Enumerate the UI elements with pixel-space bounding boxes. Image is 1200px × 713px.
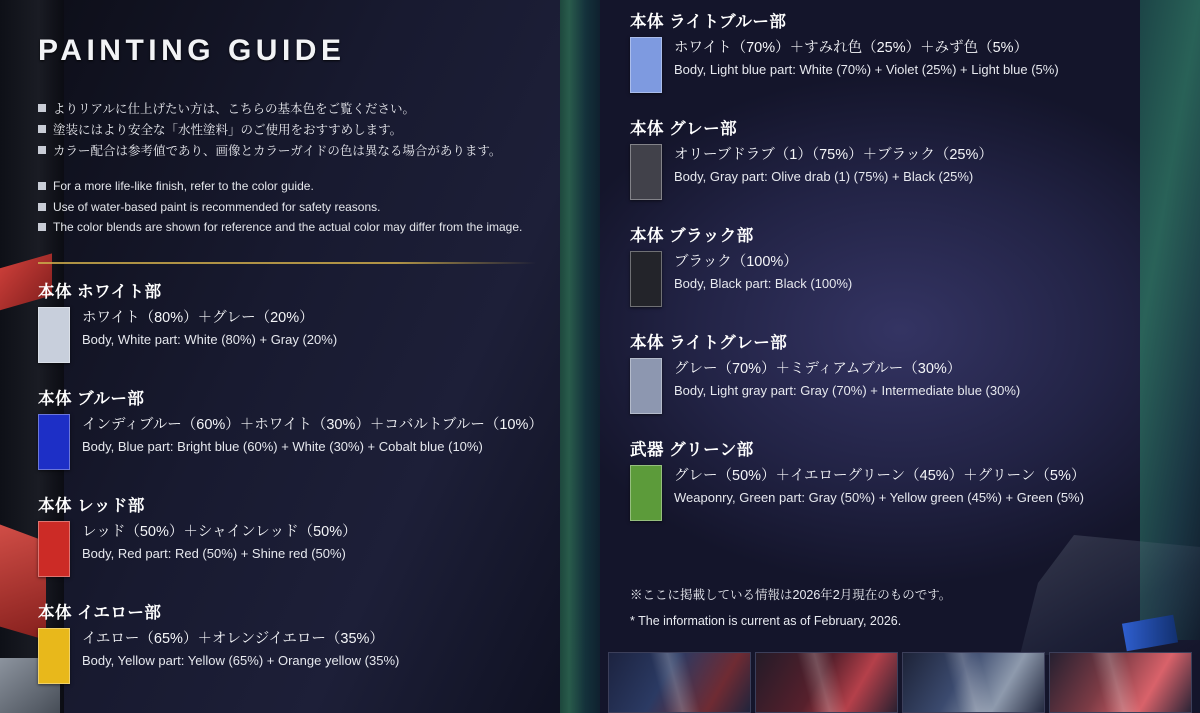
right-column — [600, 0, 1200, 713]
square-bullet-icon — [38, 223, 46, 231]
recipe-english: Body, Gray part: Olive drab (1) (75%) + Black (25%) — [674, 168, 974, 184]
square-bullet-icon — [38, 125, 46, 133]
color-entry-body — [630, 251, 1190, 307]
recipe-english: Body, Red part: Red (50%) + Shine red (50%) — [82, 545, 346, 561]
square-bullet-icon — [38, 182, 46, 190]
left-column — [0, 0, 586, 713]
color-swatch — [38, 628, 70, 684]
color-swatch — [630, 358, 662, 414]
footnote-japanese: ※ここに掲載している情報は2026年2月現在のものです。 — [630, 588, 952, 602]
color-entry-title: 武器 グリーン部 — [630, 441, 754, 459]
note-item — [38, 142, 538, 160]
color-recipe — [82, 521, 357, 563]
notes-block — [38, 100, 538, 240]
note-text: 塗装にはより安全な「水性塗料」のご使用をおすすめします。 — [53, 123, 403, 138]
color-swatch — [38, 414, 70, 470]
color-recipe — [674, 358, 1020, 400]
color-entry — [38, 599, 568, 684]
color-entry-title: 本体 イエロー部 — [38, 604, 162, 622]
note-text: よりリアルに仕上げたい方は、こちらの基本色をご覧ください。 — [53, 102, 416, 116]
color-entry-list-left — [38, 278, 568, 706]
color-swatch — [630, 37, 662, 93]
note-item — [38, 121, 538, 139]
color-recipe — [674, 465, 1085, 507]
recipe-english: Body, Blue part: Bright blue (60%) + White (30%) + Cobalt blue (10%) — [82, 438, 483, 454]
color-entry-title: 本体 レッド部 — [38, 497, 145, 515]
color-entry-body — [630, 465, 1190, 521]
note-text: Use of water-based paint is recommended for safety reasons. — [53, 199, 381, 214]
note-text: カラー配合は参考値であり、画像とカラーガイドの色は異なる場合があります。 — [53, 144, 502, 159]
recipe-japanese: ブラック（100%） — [674, 254, 798, 270]
notes-japanese — [38, 100, 538, 160]
color-entry-title: 本体 ブルー部 — [38, 390, 145, 408]
recipe-japanese: レッド（50%）＋シャインレッド（50%） — [82, 524, 357, 540]
page-title: PAINTING GUIDE — [38, 34, 346, 67]
color-entry — [38, 385, 568, 470]
color-entry-list-right — [630, 8, 1190, 543]
color-swatch — [38, 521, 70, 577]
color-entry — [630, 329, 1190, 414]
color-swatch — [630, 251, 662, 307]
note-item — [38, 178, 538, 195]
recipe-japanese: ホワイト（80%）＋グレー（20%） — [82, 310, 314, 326]
recipe-japanese: オリーブドラブ（1）（75%）＋ブラック（25%） — [674, 147, 993, 163]
footnote-english: * The information is current as of February, 2026. — [630, 614, 902, 628]
note-item — [38, 219, 538, 236]
note-item — [38, 100, 538, 118]
color-entry-title: 本体 ホワイト部 — [38, 283, 162, 301]
square-bullet-icon — [38, 146, 46, 154]
notes-english — [38, 178, 538, 236]
color-entry-body — [38, 628, 568, 684]
recipe-japanese: グレー（50%）＋イエローグリーン（45%）＋グリーン（5%） — [674, 468, 1086, 484]
color-entry — [630, 115, 1190, 200]
color-recipe — [82, 414, 543, 456]
color-recipe — [82, 628, 399, 670]
note-item — [38, 199, 538, 216]
color-entry-body — [38, 307, 568, 363]
color-entry-body — [630, 144, 1190, 200]
color-entry-body — [38, 521, 568, 577]
color-entry — [630, 8, 1190, 93]
recipe-japanese: インディブルー（60%）＋ホワイト（30%）＋コバルトブルー（10%） — [82, 417, 543, 433]
recipe-english: Body, Black part: Black (100%) — [674, 275, 853, 291]
note-text: For a more life-like finish, refer to the color guide. — [53, 179, 314, 194]
square-bullet-icon — [38, 104, 46, 112]
color-entry — [38, 492, 568, 577]
note-text: The color blends are shown for reference and the actual color may differ from the image. — [53, 220, 523, 235]
color-entry-title: 本体 ライトグレー部 — [630, 334, 788, 352]
color-recipe — [674, 251, 852, 293]
section-divider — [38, 262, 536, 264]
color-entry-title: 本体 ライトブルー部 — [630, 13, 787, 31]
footnote-block — [630, 585, 1190, 631]
color-swatch — [630, 465, 662, 521]
color-recipe — [82, 307, 337, 349]
color-swatch — [630, 144, 662, 200]
recipe-english: Body, Yellow part: Yellow (65%) + Orange yellow (35%) — [82, 652, 400, 668]
recipe-english: Body, White part: White (80%) + Gray (20%) — [82, 331, 338, 347]
color-recipe — [674, 37, 1059, 79]
color-entry-title: 本体 ブラック部 — [630, 227, 754, 245]
recipe-japanese: グレー（70%）＋ミディアムブルー（30%） — [674, 361, 962, 377]
recipe-english: Weaponry, Green part: Gray (50%) + Yellow green (45%) + Green (5%) — [674, 489, 1084, 505]
color-recipe — [674, 144, 993, 186]
recipe-japanese: ホワイト（70%）＋すみれ色（25%）＋みず色（5%） — [674, 40, 1029, 56]
color-entry — [630, 436, 1190, 521]
recipe-english: Body, Light gray part: Gray (70%) + Intermediate blue (30%) — [674, 382, 1021, 398]
color-entry-body — [630, 37, 1190, 93]
color-entry-body — [630, 358, 1190, 414]
square-bullet-icon — [38, 203, 46, 211]
color-swatch — [38, 307, 70, 363]
recipe-english: Body, Light blue part: White (70%) + Violet (25%) + Light blue (5%) — [674, 61, 1059, 77]
color-entry-title: 本体 グレー部 — [630, 120, 738, 138]
color-entry-body — [38, 414, 568, 470]
recipe-japanese: イエロー（65%）＋オレンジイエロー（35%） — [82, 631, 384, 647]
color-entry — [630, 222, 1190, 307]
color-entry — [38, 278, 568, 363]
